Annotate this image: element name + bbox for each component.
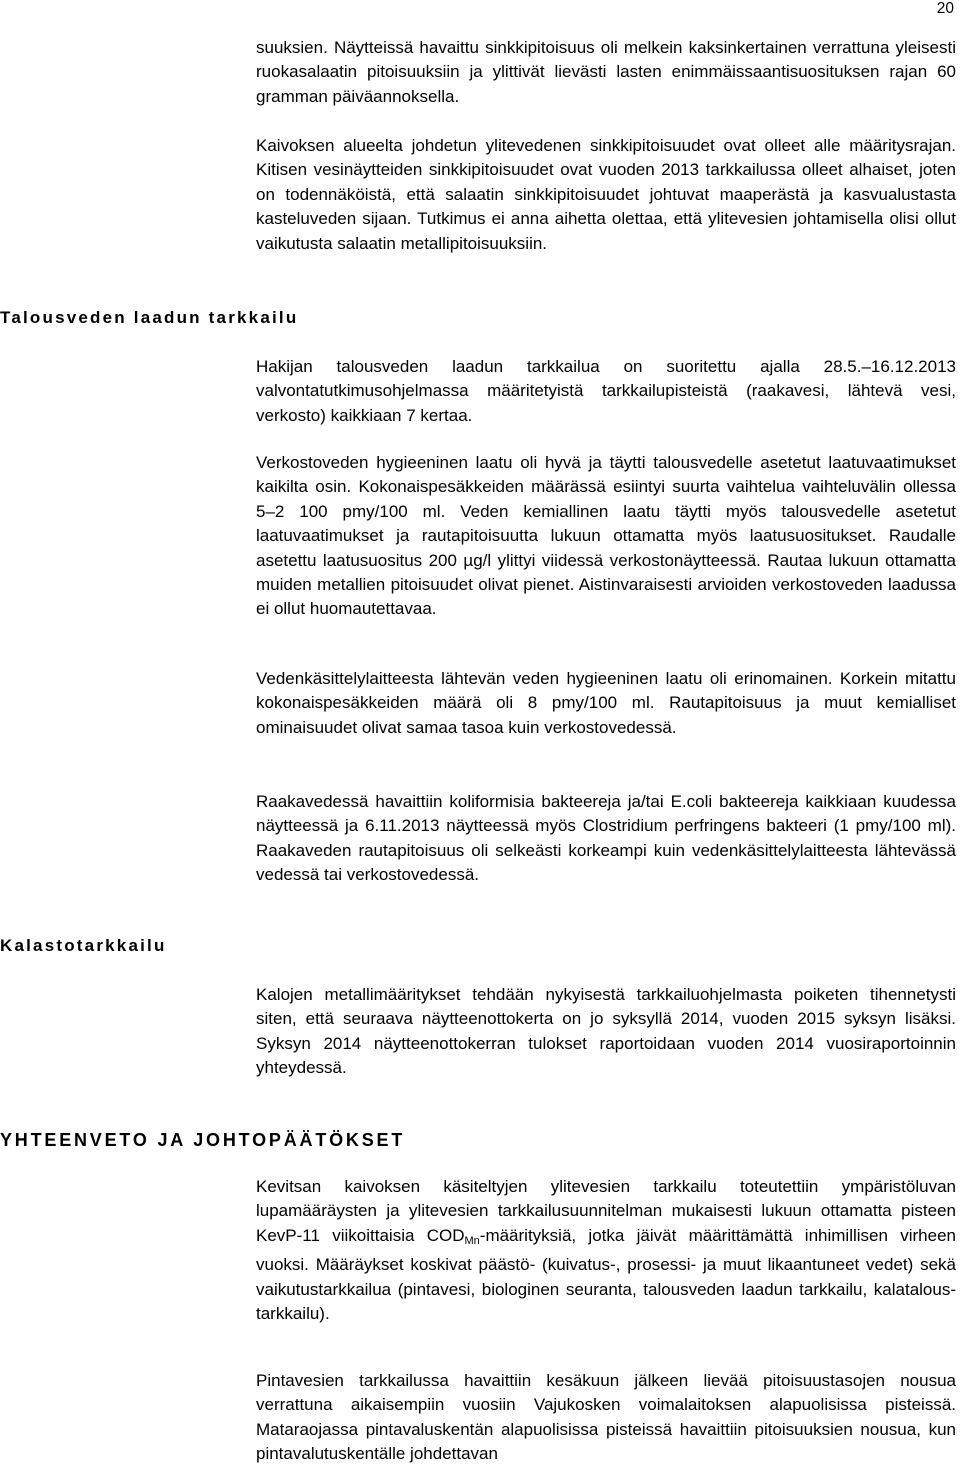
- paragraph-pintavesi: Pintavesien tarkkailussa havaittiin kesäkuun jälkeen lievää pitoisuustasojen nousua verrattuna aikaisempiin vuosiin Vajukosken voimalaitoksen alapuolisissa pisteissä. Mataraojassa pintavaluskentän alapuolisissa pisteissä havaittiin pitoisuuksien nousua, kun pintavalutuskentälle johdettavan: [256, 1371, 956, 1464]
- paragraph-yhteenveto-ylitevesi: [256, 1175, 956, 1326]
- paragraph-raakavesi: Raakavedessä havaittiin koliformisia bakteereja ja/tai E.coli bakteereja kaikkiaan kuudessa näytteessä ja 6.11.2013 näytteessä myös Clostridium perfringens bakteeri (1 pmy/100 ml). Raakaveden rautapitoisuus oli selkeästi korkeampi kuin vedenkäsittelylaitteesta lähtevässä vedessä tai verkostovedessä.: [256, 792, 956, 885]
- section-heading-kalasto: Kalastotarkkailu: [0, 936, 167, 955]
- paragraph-salaatti-sinkki: suuksien. Näytteissä havaittu sinkkipitoisuus oli melkein kaksinkertainen verrattuna yleisesti ruokasalaatin pitoisuuksiin ja ylittivät lievästi lasten enimmäissaantisuosituksen rajan 60 gramman päiväannoksella.: [256, 38, 956, 106]
- paragraph-text-part: Kevitsan kaivoksen käsiteltyjen ylitevesien tarkkailu toteutettiin ympäristöluvan lupamääräysten ja ylitevesien tarkkailusuunnitelman mukaisesti lukuun ottamatta pisteen KevP-11 viikoittaisia COD: [256, 1177, 956, 1245]
- page-number: 20: [936, 0, 954, 17]
- cod-subscript: Mn: [464, 1234, 480, 1247]
- paragraph-kalasto: Kalojen metallimääritykset tehdään nykyisestä tarkkailuohjelmasta poiketen tihennetysti siten, että seuraava näytteenottokerta on jo syksyllä 2014, vuoden 2015 syksyn lisäksi. Syksyn 2014 näytteenottokerran tulokset raportoidaan vuoden 2014 vuosiraportoinnin yhteydessä.: [256, 985, 956, 1078]
- paragraph-ylitevesi-sinkki: Kaivoksen alueelta johdetun ylitevedenen sinkkipitoisuudet ovat olleet alle määritysrajan. Kitisen vesinäytteiden sinkkipitoisuudet ovat vuoden 2013 tarkkailussa olleet alhaiset, joten on todennäköistä, että salaatin sinkkipitoisuudet johtuvat maaperästä ja kasvualustasta kasteluveden sijaan. Tutkimus ei anna aihetta olettaa, että ylitevesien johtamisella olisi ollut vaikutusta salaatin metallipitoisuuksiin.: [256, 136, 956, 253]
- paragraph-vedenkasittely: Vedenkäsittelylaitteesta lähtevän veden hygieeninen laatu oli erinomainen. Korkein mitattu kokonaispesäkkeiden määrä oli 8 pmy/100 ml. Rautapitoisuus ja muut kemialliset ominaisuudet olivat samaa tasoa kuin verkostovedessä.: [256, 669, 956, 737]
- summary-heading: YHTEENVETO JA JOHTOPÄÄTÖKSET: [0, 1130, 406, 1150]
- paragraph-verkostovesi: Verkostoveden hygieeninen laatu oli hyvä ja täytti talousvedelle asetetut laatuvaatimukset kaikilta osin. Kokonaispesäkkeiden määrässä esiintyi suurta vaihtelua vaihteluvälin ollessa 5–2 100 pmy/100 ml. Veden kemiallinen laatu täytti myös talousvedelle asetetut laatuvaatimukset ja rautapitoisuutta lukuun ottamatta myös laatusuositukset. Raudalle asetettu laatusuositus 200 µg/l ylittyi viidessä verkostonäytteessä. Rautaa lukuun ottamatta muiden metallien pitoisuudet olivat pienet. Aistinvaraisesti arvioiden verkostoveden laadussa ei ollut huomautettavaa.: [256, 453, 956, 619]
- paragraph-talousvesi-tarkkailu: Hakijan talousveden laadun tarkkailua on suoritettu ajalla 28.5.–16.12.2013 valvontatutkimusohjelmassa määritetyistä tarkkailupisteistä (raakavesi, lähtevä vesi, verkosto) kaikkiaan 7 kertaa.: [256, 357, 956, 425]
- section-heading-talousvesi: Talousveden laadun tarkkailu: [0, 308, 299, 327]
- paragraph-text-part: -määrityksiä, jotka jäivät määrittämättä inhimillisen virheen vuoksi. Määräykset koskivat päästö- (kuivatus-, prosessi- ja muut likaantuneet vedet) sekä vaikutustarkkailua (pintavesi, biologinen seuranta, talousveden laadun tarkkailu, kalatalous-tarkkailu).: [256, 1225, 956, 1324]
